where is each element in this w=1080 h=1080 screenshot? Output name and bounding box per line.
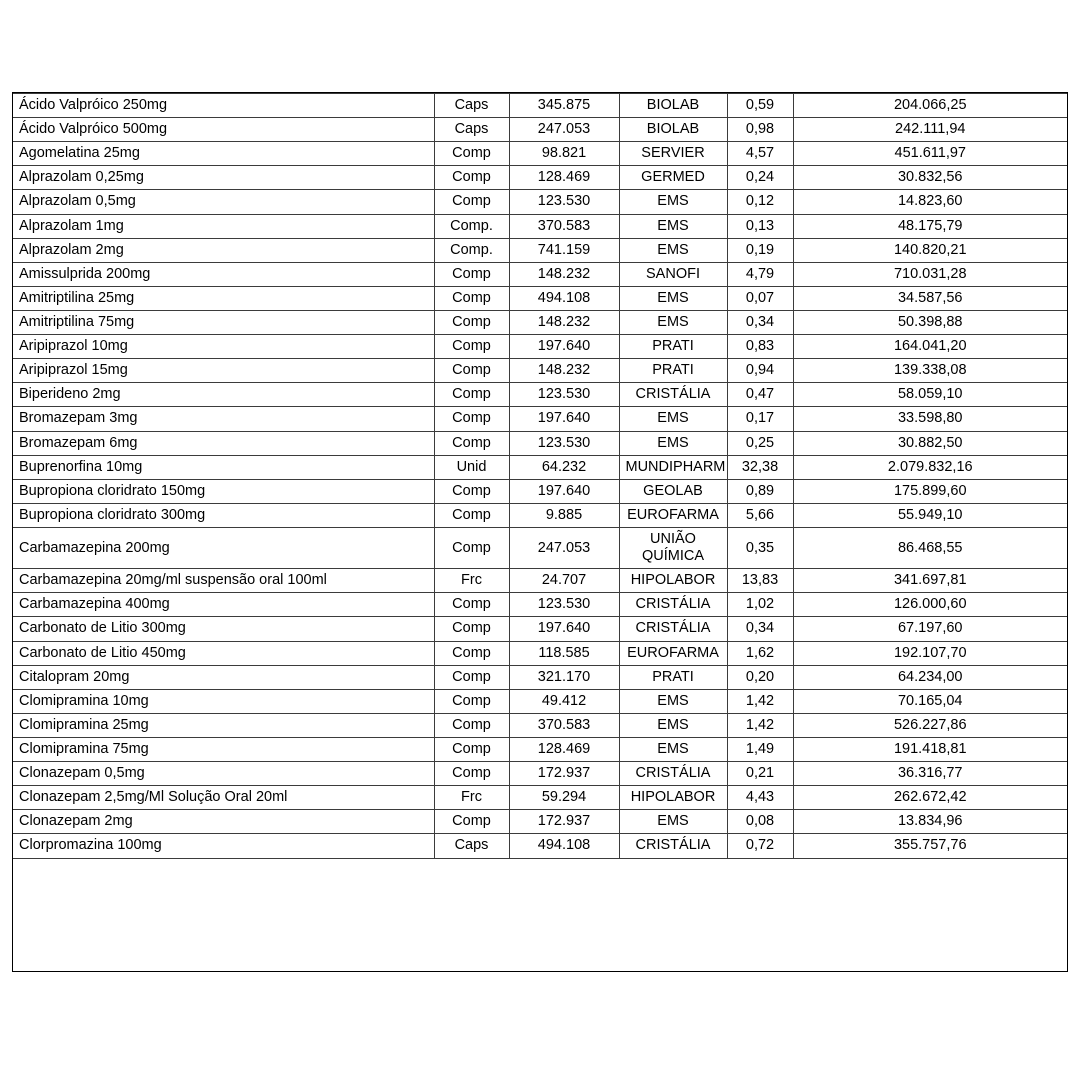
cell-price: 0,89 xyxy=(727,479,793,503)
cell-form: Comp xyxy=(434,762,509,786)
cell-qty: 370.583 xyxy=(509,713,619,737)
cell-name: Alprazolam 2mg xyxy=(13,238,434,262)
cell-price: 0,20 xyxy=(727,665,793,689)
cell-total: 526.227,86 xyxy=(793,713,1067,737)
medication-table xyxy=(13,93,1067,859)
cell-lab: EMS xyxy=(619,286,727,310)
table-row xyxy=(13,214,1067,238)
cell-form: Comp xyxy=(434,810,509,834)
cell-total: 204.066,25 xyxy=(793,94,1067,118)
cell-name: Alprazolam 0,25mg xyxy=(13,166,434,190)
cell-name: Bupropiona cloridrato 300mg xyxy=(13,503,434,527)
cell-name: Clomipramina 10mg xyxy=(13,689,434,713)
cell-price: 32,38 xyxy=(727,455,793,479)
cell-name: Biperideno 2mg xyxy=(13,383,434,407)
cell-qty: 197.640 xyxy=(509,335,619,359)
cell-form: Comp xyxy=(434,503,509,527)
cell-price: 0,13 xyxy=(727,214,793,238)
cell-total: 175.899,60 xyxy=(793,479,1067,503)
cell-qty: 98.821 xyxy=(509,142,619,166)
cell-qty: 741.159 xyxy=(509,238,619,262)
table-row xyxy=(13,527,1067,568)
cell-qty: 172.937 xyxy=(509,762,619,786)
cell-price: 0,19 xyxy=(727,238,793,262)
cell-qty: 118.585 xyxy=(509,641,619,665)
cell-price: 0,83 xyxy=(727,335,793,359)
cell-name: Agomelatina 25mg xyxy=(13,142,434,166)
cell-total: 14.823,60 xyxy=(793,190,1067,214)
cell-price: 4,79 xyxy=(727,262,793,286)
cell-form: Comp xyxy=(434,310,509,334)
cell-price: 0,47 xyxy=(727,383,793,407)
cell-price: 0,35 xyxy=(727,527,793,568)
table-row xyxy=(13,479,1067,503)
cell-form: Frc xyxy=(434,786,509,810)
cell-lab: MUNDIPHARM xyxy=(619,455,727,479)
table-row xyxy=(13,786,1067,810)
cell-lab: EUROFARMA xyxy=(619,641,727,665)
cell-price: 13,83 xyxy=(727,569,793,593)
cell-total: 33.598,80 xyxy=(793,407,1067,431)
cell-qty: 148.232 xyxy=(509,310,619,334)
cell-form: Comp xyxy=(434,689,509,713)
cell-name: Bromazepam 3mg xyxy=(13,407,434,431)
table-row xyxy=(13,335,1067,359)
cell-qty: 128.469 xyxy=(509,166,619,190)
cell-form: Caps xyxy=(434,834,509,858)
cell-price: 0,34 xyxy=(727,310,793,334)
cell-lab: EMS xyxy=(619,190,727,214)
cell-name: Clonazepam 2mg xyxy=(13,810,434,834)
cell-form: Comp xyxy=(434,262,509,286)
cell-lab: EMS xyxy=(619,737,727,761)
cell-qty: 148.232 xyxy=(509,359,619,383)
cell-total: 36.316,77 xyxy=(793,762,1067,786)
table-row xyxy=(13,665,1067,689)
cell-form: Frc xyxy=(434,569,509,593)
cell-price: 0,24 xyxy=(727,166,793,190)
cell-qty: 370.583 xyxy=(509,214,619,238)
cell-lab: BIOLAB xyxy=(619,118,727,142)
cell-total: 30.832,56 xyxy=(793,166,1067,190)
cell-qty: 345.875 xyxy=(509,94,619,118)
cell-qty: 123.530 xyxy=(509,593,619,617)
cell-form: Comp xyxy=(434,479,509,503)
cell-name: Aripiprazol 15mg xyxy=(13,359,434,383)
cell-total: 355.757,76 xyxy=(793,834,1067,858)
cell-price: 0,12 xyxy=(727,190,793,214)
cell-lab: PRATI xyxy=(619,359,727,383)
cell-price: 0,34 xyxy=(727,617,793,641)
cell-name: Alprazolam 0,5mg xyxy=(13,190,434,214)
cell-name: Alprazolam 1mg xyxy=(13,214,434,238)
cell-total: 13.834,96 xyxy=(793,810,1067,834)
cell-name: Carbamazepina 200mg xyxy=(13,527,434,568)
cell-form: Comp xyxy=(434,527,509,568)
cell-form: Comp xyxy=(434,407,509,431)
cell-lab: SANOFI xyxy=(619,262,727,286)
cell-total: 262.672,42 xyxy=(793,786,1067,810)
cell-name: Bromazepam 6mg xyxy=(13,431,434,455)
cell-total: 55.949,10 xyxy=(793,503,1067,527)
cell-name: Bupropiona cloridrato 150mg xyxy=(13,479,434,503)
cell-lab: GERMED xyxy=(619,166,727,190)
cell-lab: EMS xyxy=(619,310,727,334)
cell-lab: CRISTÁLIA xyxy=(619,593,727,617)
cell-form: Comp xyxy=(434,593,509,617)
cell-total: 191.418,81 xyxy=(793,737,1067,761)
cell-total: 139.338,08 xyxy=(793,359,1067,383)
cell-lab: GEOLAB xyxy=(619,479,727,503)
cell-price: 4,57 xyxy=(727,142,793,166)
cell-lab: UNIÃO QUÍMICA xyxy=(619,527,727,568)
table-row xyxy=(13,810,1067,834)
cell-qty: 123.530 xyxy=(509,190,619,214)
cell-qty: 494.108 xyxy=(509,286,619,310)
cell-qty: 64.232 xyxy=(509,455,619,479)
cell-total: 86.468,55 xyxy=(793,527,1067,568)
cell-price: 0,08 xyxy=(727,810,793,834)
cell-qty: 197.640 xyxy=(509,407,619,431)
table-row xyxy=(13,641,1067,665)
cell-name: Clomipramina 75mg xyxy=(13,737,434,761)
cell-lab: PRATI xyxy=(619,335,727,359)
cell-lab: EMS xyxy=(619,713,727,737)
cell-name: Citalopram 20mg xyxy=(13,665,434,689)
cell-form: Comp xyxy=(434,190,509,214)
cell-price: 0,94 xyxy=(727,359,793,383)
cell-total: 30.882,50 xyxy=(793,431,1067,455)
table-row xyxy=(13,94,1067,118)
cell-qty: 123.530 xyxy=(509,383,619,407)
cell-lab: EMS xyxy=(619,431,727,455)
cell-form: Caps xyxy=(434,94,509,118)
cell-total: 164.041,20 xyxy=(793,335,1067,359)
cell-qty: 197.640 xyxy=(509,479,619,503)
cell-price: 1,49 xyxy=(727,737,793,761)
table-row xyxy=(13,407,1067,431)
cell-lab: EMS xyxy=(619,689,727,713)
cell-lab: BIOLAB xyxy=(619,94,727,118)
cell-total: 451.611,97 xyxy=(793,142,1067,166)
table-row xyxy=(13,310,1067,334)
cell-total: 242.111,94 xyxy=(793,118,1067,142)
cell-qty: 123.530 xyxy=(509,431,619,455)
table-row xyxy=(13,593,1067,617)
cell-form: Comp xyxy=(434,166,509,190)
table-row xyxy=(13,689,1067,713)
cell-form: Comp xyxy=(434,383,509,407)
cell-qty: 197.640 xyxy=(509,617,619,641)
cell-form: Comp xyxy=(434,737,509,761)
cell-price: 0,59 xyxy=(727,94,793,118)
table-row xyxy=(13,737,1067,761)
cell-name: Aripiprazol 10mg xyxy=(13,335,434,359)
cell-price: 1,02 xyxy=(727,593,793,617)
table-row xyxy=(13,455,1067,479)
cell-total: 34.587,56 xyxy=(793,286,1067,310)
cell-price: 1,42 xyxy=(727,689,793,713)
cell-price: 0,17 xyxy=(727,407,793,431)
cell-lab: CRISTÁLIA xyxy=(619,383,727,407)
table-row xyxy=(13,383,1067,407)
cell-qty: 494.108 xyxy=(509,834,619,858)
cell-qty: 49.412 xyxy=(509,689,619,713)
cell-form: Comp xyxy=(434,335,509,359)
cell-total: 48.175,79 xyxy=(793,214,1067,238)
cell-form: Comp xyxy=(434,641,509,665)
cell-total: 2.079.832,16 xyxy=(793,455,1067,479)
table-row xyxy=(13,118,1067,142)
cell-price: 1,62 xyxy=(727,641,793,665)
cell-total: 64.234,00 xyxy=(793,665,1067,689)
cell-name: Clonazepam 0,5mg xyxy=(13,762,434,786)
cell-name: Ácido Valpróico 500mg xyxy=(13,118,434,142)
cell-lab: HIPOLABOR xyxy=(619,569,727,593)
cell-name: Ácido Valpróico 250mg xyxy=(13,94,434,118)
cell-qty: 247.053 xyxy=(509,118,619,142)
cell-form: Unid xyxy=(434,455,509,479)
cell-form: Comp xyxy=(434,617,509,641)
cell-total: 70.165,04 xyxy=(793,689,1067,713)
cell-lab: EMS xyxy=(619,810,727,834)
medication-table-body xyxy=(13,94,1067,859)
cell-name: Buprenorfina 10mg xyxy=(13,455,434,479)
cell-qty: 59.294 xyxy=(509,786,619,810)
cell-price: 0,72 xyxy=(727,834,793,858)
cell-price: 0,25 xyxy=(727,431,793,455)
cell-name: Amitriptilina 25mg xyxy=(13,286,434,310)
table-row xyxy=(13,617,1067,641)
cell-total: 341.697,81 xyxy=(793,569,1067,593)
cell-total: 58.059,10 xyxy=(793,383,1067,407)
table-row xyxy=(13,262,1067,286)
cell-form: Comp. xyxy=(434,238,509,262)
cell-lab: EUROFARMA xyxy=(619,503,727,527)
cell-total: 140.820,21 xyxy=(793,238,1067,262)
table-frame xyxy=(12,92,1068,972)
cell-lab: CRISTÁLIA xyxy=(619,762,727,786)
cell-lab: CRISTÁLIA xyxy=(619,617,727,641)
cell-qty: 172.937 xyxy=(509,810,619,834)
cell-price: 0,21 xyxy=(727,762,793,786)
cell-qty: 148.232 xyxy=(509,262,619,286)
table-row xyxy=(13,286,1067,310)
cell-form: Comp. xyxy=(434,214,509,238)
cell-lab: EMS xyxy=(619,214,727,238)
cell-name: Carbamazepina 400mg xyxy=(13,593,434,617)
cell-lab: EMS xyxy=(619,238,727,262)
cell-lab: CRISTÁLIA xyxy=(619,834,727,858)
table-row xyxy=(13,834,1067,858)
cell-qty: 24.707 xyxy=(509,569,619,593)
table-row xyxy=(13,503,1067,527)
cell-form: Comp xyxy=(434,142,509,166)
cell-name: Clorpromazina 100mg xyxy=(13,834,434,858)
table-row xyxy=(13,142,1067,166)
cell-price: 5,66 xyxy=(727,503,793,527)
cell-lab: EMS xyxy=(619,407,727,431)
cell-name: Amissulprida 200mg xyxy=(13,262,434,286)
cell-form: Comp xyxy=(434,665,509,689)
table-row xyxy=(13,359,1067,383)
cell-qty: 321.170 xyxy=(509,665,619,689)
table-row xyxy=(13,569,1067,593)
cell-form: Comp xyxy=(434,713,509,737)
cell-qty: 247.053 xyxy=(509,527,619,568)
cell-lab: HIPOLABOR xyxy=(619,786,727,810)
cell-price: 4,43 xyxy=(727,786,793,810)
cell-qty: 9.885 xyxy=(509,503,619,527)
cell-name: Carbamazepina 20mg/ml suspensão oral 100ml xyxy=(13,569,434,593)
cell-name: Clomipramina 25mg xyxy=(13,713,434,737)
cell-form: Comp xyxy=(434,359,509,383)
cell-price: 0,98 xyxy=(727,118,793,142)
cell-total: 126.000,60 xyxy=(793,593,1067,617)
table-row xyxy=(13,238,1067,262)
table-row xyxy=(13,762,1067,786)
table-row xyxy=(13,190,1067,214)
cell-lab: SERVIER xyxy=(619,142,727,166)
table-row xyxy=(13,166,1067,190)
cell-qty: 128.469 xyxy=(509,737,619,761)
cell-lab: PRATI xyxy=(619,665,727,689)
cell-name: Amitriptilina 75mg xyxy=(13,310,434,334)
cell-price: 0,07 xyxy=(727,286,793,310)
cell-price: 1,42 xyxy=(727,713,793,737)
cell-total: 710.031,28 xyxy=(793,262,1067,286)
cell-form: Comp xyxy=(434,286,509,310)
cell-form: Comp xyxy=(434,431,509,455)
cell-form: Caps xyxy=(434,118,509,142)
cell-name: Clonazepam 2,5mg/Ml Solução Oral 20ml xyxy=(13,786,434,810)
table-row xyxy=(13,431,1067,455)
table-row xyxy=(13,713,1067,737)
cell-total: 67.197,60 xyxy=(793,617,1067,641)
cell-total: 50.398,88 xyxy=(793,310,1067,334)
cell-name: Carbonato de Litio 450mg xyxy=(13,641,434,665)
cell-name: Carbonato de Litio 300mg xyxy=(13,617,434,641)
cell-total: 192.107,70 xyxy=(793,641,1067,665)
